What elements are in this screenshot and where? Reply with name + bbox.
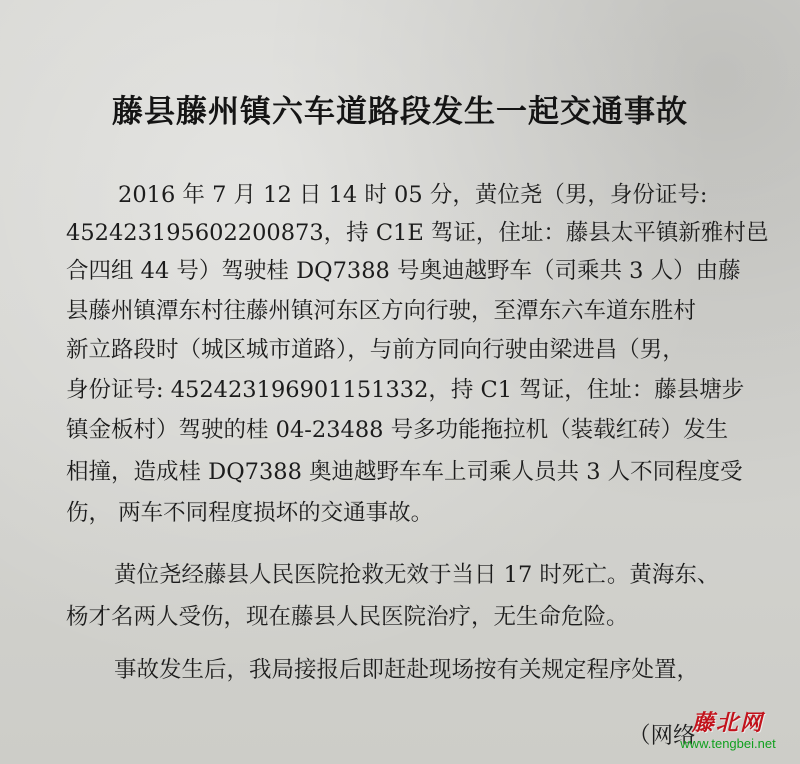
- body-line: 452423195602200873，持 C1E 驾证，住址：藤县太平镇新雅村邑: [66, 220, 769, 246]
- body-line: 事故发生后，我局接报后即赶赴现场按有关规定程序处置，: [114, 657, 700, 683]
- body-line: 镇金板村）驾驶的桂 04-23488 号多功能拖拉机（装载红砖）发生: [66, 417, 729, 443]
- body-line: 2016 年 7 月 12 日 14 时 05 分，黄位尧（男，身份证号:: [118, 182, 708, 208]
- body-line: 新立路段时（城区城市道路），与前方同向行驶由梁进昌（男，: [66, 337, 685, 363]
- body-line: 县藤州镇潭东村往藤州镇河东区方向行驶，至潭东六车道东胜村: [66, 298, 697, 324]
- watermark-url: www.tengbei.net: [680, 736, 776, 751]
- body-line: 黄位尧经藤县人民医院抢救无效于当日 17 时死亡。黄海东、: [114, 562, 720, 588]
- body-line: 身份证号: 452423196901151332，持 C1 驾证，住址：藤县塘步: [66, 377, 745, 403]
- article-title: 藤县藤州镇六车道路段发生一起交通事故: [112, 94, 688, 130]
- site-watermark: [662, 710, 794, 760]
- body-line: 相撞，造成桂 DQ7388 奥迪越野车车上司乘人员共 3 人不同程度受: [66, 459, 743, 485]
- body-line: 伤， 两车不同程度损坏的交通事故。: [66, 500, 434, 526]
- source-note: （网络: [628, 723, 696, 749]
- body-line: 杨才名两人受伤，现在藤县人民医院治疗，无生命危险。: [66, 604, 629, 630]
- watermark-logo: 藤北网: [691, 710, 764, 736]
- body-line: 合四组 44 号）驾驶桂 DQ7388 号奥迪越野车（司乘共 3 人）由藤: [66, 258, 741, 284]
